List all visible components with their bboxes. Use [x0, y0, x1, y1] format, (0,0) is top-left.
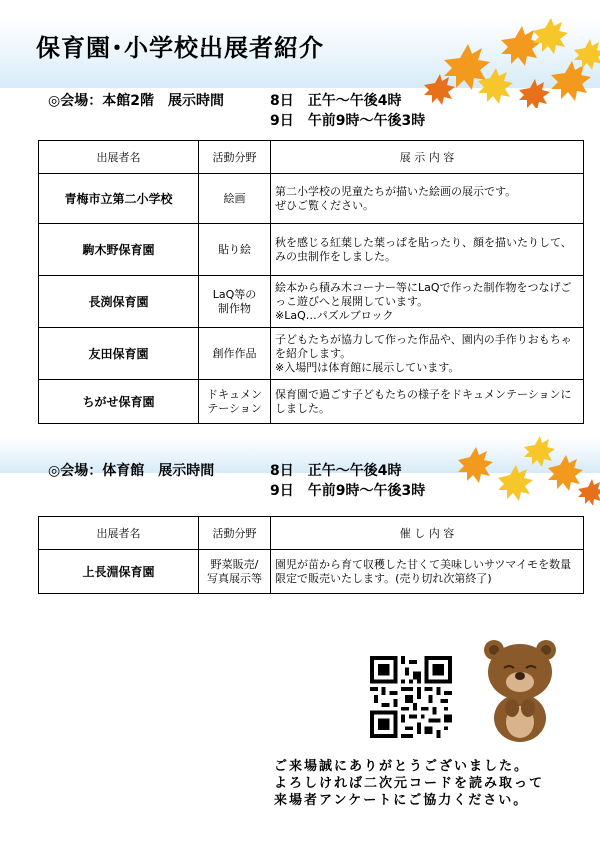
exhibitor-name: 青梅市立第二小学校 [39, 174, 199, 224]
time-day9-main: 9日 午前9時～午後3時 [270, 113, 426, 129]
table-row [39, 550, 584, 594]
header-category: 活動分野 [199, 141, 271, 174]
header-exhibitor: 出展者名 [39, 141, 199, 174]
table-header-row [39, 517, 584, 550]
table-header-row [39, 141, 584, 174]
exhibitor-description: 秋を感じる紅葉した葉っぱを貼ったり、顔を描いたりして、みの虫制作をしました。 [271, 224, 584, 276]
table-row [39, 380, 584, 424]
header-content: 展 示 内 容 [271, 141, 584, 174]
exhibitor-category: 野菜販売/ 写真展示等 [199, 550, 271, 594]
exhibitor-category: 絵画 [199, 174, 271, 224]
exhibitor-name: 長渕保育園 [39, 276, 199, 328]
exhibitor-description: 第二小学校の児童たちが描いた絵画の展示です。 ぜひご覧ください。 [271, 174, 584, 224]
footer-thanks: ご来場誠にありがとうございました。 [274, 759, 530, 774]
exhibitor-name: ちがせ保育園 [39, 380, 199, 424]
venue-label-gym: ◎会場：体育館 展示時間 [48, 463, 215, 479]
exhibitor-description: 子どもたちが協力して作った作品や、園内の手作りおもちゃを紹介します。 ※入場門は体育館に展示しています。 [271, 328, 584, 380]
exhibitor-category: 貼り絵 [199, 224, 271, 276]
time-day9-gym: 9日 午前9時～午後3時 [270, 483, 426, 499]
exhibitor-table-main [38, 140, 584, 424]
exhibitor-description: 園児が苗から育て収穫した甘くて美味しいサツマイモを数量限定で販売いたします。(売り切れ次第終了) [271, 550, 584, 594]
table-row [39, 276, 584, 328]
footer-survey: 来場者アンケートにご協力ください。 [274, 793, 529, 808]
footer-request: よろしければ二次元コードを読み取って [274, 776, 545, 791]
exhibitor-description: 絵本から積み木コーナー等にLaQで作った制作物をつなげごっこ遊びへと展開しています。 ※LaQ…パズルブロック [271, 276, 584, 328]
header-exhibitor: 出展者名 [39, 517, 199, 550]
venue-label-main: ◎会場：本館2階 展示時間 [48, 93, 224, 109]
header-category: 活動分野 [199, 517, 271, 550]
table-row [39, 174, 584, 224]
exhibitor-category: LaQ等の 制作物 [199, 276, 271, 328]
exhibitor-category: 創作作品 [199, 328, 271, 380]
time-day8-main: 8日 正午～午後4時 [270, 93, 402, 109]
qr-code-icon[interactable] [370, 656, 452, 738]
exhibitor-description: 保育園で過ごす子どもたちの様子をドキュメンテーションにしました。 [271, 380, 584, 424]
page-title: 保育園･小学校出展者紹介 [36, 34, 324, 62]
header-content: 催 し 内 容 [271, 517, 584, 550]
exhibitor-table-gym [38, 516, 584, 594]
exhibitor-name: 上長淵保育園 [39, 550, 199, 594]
table-row [39, 224, 584, 276]
time-day8-gym: 8日 正午～午後4時 [270, 463, 402, 479]
bear-illustration-icon [482, 636, 558, 742]
exhibitor-name: 駒木野保育園 [39, 224, 199, 276]
table-row [39, 328, 584, 380]
exhibitor-category: ドキュメン テーション [199, 380, 271, 424]
exhibitor-name: 友田保育園 [39, 328, 199, 380]
